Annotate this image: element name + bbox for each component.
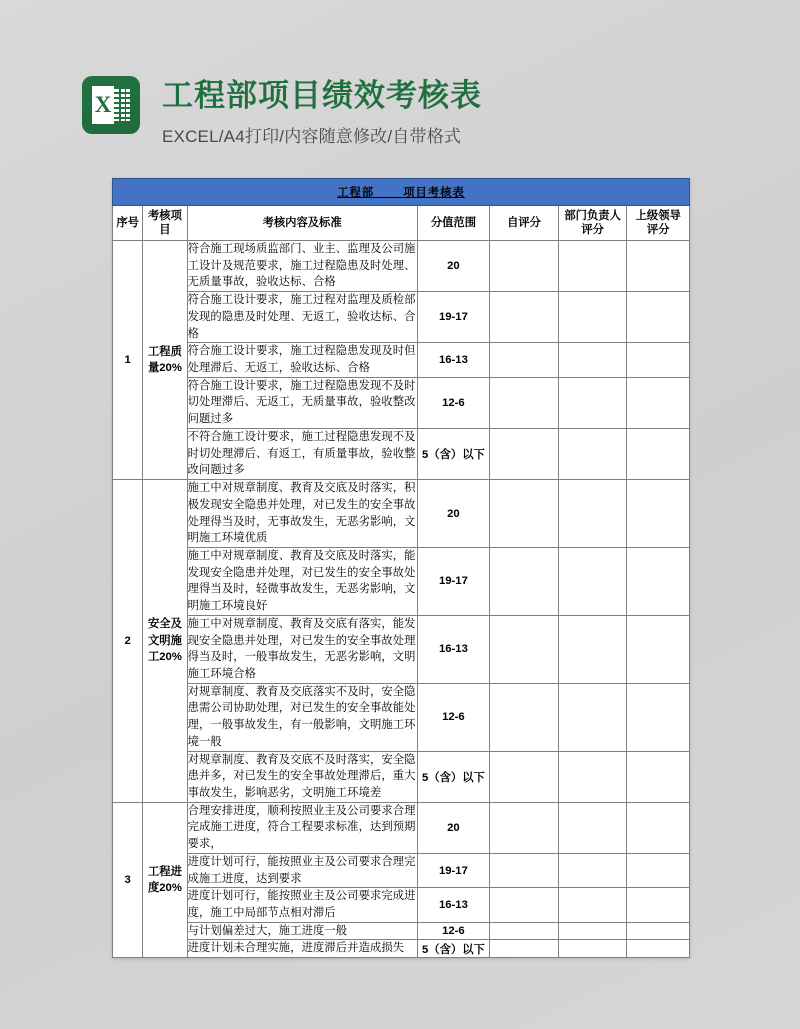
col-header-item-line2: 目 xyxy=(159,224,171,236)
row-boss-score-cell[interactable] xyxy=(627,940,690,958)
row-score-range: 12-6 xyxy=(417,377,490,428)
row-self-score-cell[interactable] xyxy=(490,241,559,292)
table-row xyxy=(113,888,690,922)
page-title: 工程部项目绩效考核表 xyxy=(162,78,482,113)
row-boss-score-cell[interactable] xyxy=(627,615,690,683)
row-content: 符合施工设计要求，施工过程隐患发现不及时切处理滞后、无返工，无质量事故，验收整改问题过多 xyxy=(187,377,417,428)
row-score-range: 20 xyxy=(417,480,490,548)
row-boss-score-cell[interactable] xyxy=(627,428,690,479)
table-row xyxy=(113,853,690,887)
row-item-line2: 度20% xyxy=(147,881,182,894)
row-self-score-cell[interactable] xyxy=(490,480,559,548)
row-content: 对规章制度、教育及交底落实不及时，安全隐患需公司协助处理，对已发生的安全事故能处理，一般事故发生，有一般影响，文明施工环境一般 xyxy=(187,683,417,751)
row-dept-score-cell[interactable] xyxy=(558,377,627,428)
assessment-sheet xyxy=(112,178,690,958)
row-content: 进度计划可行，能按照业主及公司要求完成进度，施工中局部节点相对滞后 xyxy=(187,888,417,922)
row-dept-score-cell[interactable] xyxy=(558,292,627,343)
row-dept-score-cell[interactable] xyxy=(558,615,627,683)
row-score-range: 20 xyxy=(417,802,490,853)
row-item-line1: 工程质 xyxy=(147,345,182,358)
row-content: 施工中对规章制度、教育及交底及时落实，能发现安全隐患并处理，对已发生的安全事故处理得当及时，轻微事故发生，无恶劣影响，文明施工环境良好 xyxy=(187,547,417,615)
col-header-score-range: 分值范围 xyxy=(417,206,490,241)
row-dept-score-cell[interactable] xyxy=(558,343,627,377)
row-score-range: 12-6 xyxy=(417,922,490,940)
row-self-score-cell[interactable] xyxy=(490,940,559,958)
row-content: 符合施工设计要求，施工过程隐患发现及时但处理滞后、无返工，验收达标、合格 xyxy=(187,343,417,377)
page-header xyxy=(82,76,482,147)
table-row xyxy=(113,428,690,479)
col-header-dept-line2: 评分 xyxy=(581,224,604,236)
row-boss-score-cell[interactable] xyxy=(627,802,690,853)
row-content: 与计划偏差过大，施工进度一般 xyxy=(187,922,417,940)
row-dept-score-cell[interactable] xyxy=(558,922,627,940)
col-header-dept-score xyxy=(558,206,627,241)
row-content: 进度计划未合理实施，进度滞后并造成损失 xyxy=(187,940,417,958)
row-score-range: 5（含）以下 xyxy=(417,940,490,958)
table-row xyxy=(113,940,690,958)
col-header-self-score: 自评分 xyxy=(490,206,559,241)
assessment-table-body xyxy=(113,179,690,958)
row-index: 3 xyxy=(113,802,143,957)
table-row xyxy=(113,802,690,853)
row-score-range: 5（含）以下 xyxy=(417,751,490,802)
table-row xyxy=(113,922,690,940)
row-dept-score-cell[interactable] xyxy=(558,428,627,479)
row-item-line2: 文明施 xyxy=(147,634,182,647)
col-header-boss-score xyxy=(627,206,690,241)
row-self-score-cell[interactable] xyxy=(490,343,559,377)
row-boss-score-cell[interactable] xyxy=(627,888,690,922)
table-row xyxy=(113,343,690,377)
header-text-block xyxy=(162,76,482,147)
row-boss-score-cell[interactable] xyxy=(627,292,690,343)
row-dept-score-cell[interactable] xyxy=(558,683,627,751)
row-content: 对规章制度、教育及交底不及时落实，安全隐患并多，对已发生的安全事故处理滞后，重大事故发生，影响恶劣，文明施工环境差 xyxy=(187,751,417,802)
row-item-line2: 量20% xyxy=(147,362,182,375)
table-row xyxy=(113,377,690,428)
row-index: 2 xyxy=(113,480,143,803)
row-score-range: 16-13 xyxy=(417,343,490,377)
assessment-table xyxy=(112,178,690,958)
row-dept-score-cell[interactable] xyxy=(558,241,627,292)
row-item-name xyxy=(143,802,187,957)
row-dept-score-cell[interactable] xyxy=(558,888,627,922)
row-self-score-cell[interactable] xyxy=(490,751,559,802)
row-dept-score-cell[interactable] xyxy=(558,940,627,958)
row-score-range: 19-17 xyxy=(417,853,490,887)
table-header-row xyxy=(113,206,690,241)
row-self-score-cell[interactable] xyxy=(490,377,559,428)
row-content: 施工中对规章制度、教育及交底及时落实，积极发现安全隐患并处理，对已发生的安全事故处理得当及时，无事故发生，无恶劣影响，文明施工环境优质 xyxy=(187,480,417,548)
col-header-boss-line2: 评分 xyxy=(646,224,670,236)
row-item-line1: 安全及 xyxy=(147,618,182,631)
row-content: 施工中对规章制度、教育及交底有落实，能发现安全隐患并处理，对已发生的安全事故处理得当及时，一般事故发生，无恶劣影响，文明施工环境合格 xyxy=(187,615,417,683)
row-boss-score-cell[interactable] xyxy=(627,547,690,615)
row-content: 进度计划可行，能按照业主及公司要求合理完成施工进度，达到要求 xyxy=(187,853,417,887)
row-dept-score-cell[interactable] xyxy=(558,480,627,548)
row-score-range: 20 xyxy=(417,241,490,292)
row-item-line3: 工20% xyxy=(147,651,182,664)
row-self-score-cell[interactable] xyxy=(490,292,559,343)
row-item-line1: 工程进 xyxy=(147,865,182,878)
row-content: 符合施工现场质监部门、业主、监理及公司施工设计及规范要求，施工过程隐患及时处理、无质量事故，验收达标、合格 xyxy=(187,241,417,292)
table-row xyxy=(113,615,690,683)
table-row xyxy=(113,547,690,615)
row-boss-score-cell[interactable] xyxy=(627,683,690,751)
table-row xyxy=(113,480,690,548)
row-self-score-cell[interactable] xyxy=(490,853,559,887)
col-header-index: 序号 xyxy=(113,206,143,241)
row-self-score-cell[interactable] xyxy=(490,683,559,751)
row-score-range: 16-13 xyxy=(417,888,490,922)
row-self-score-cell[interactable] xyxy=(490,615,559,683)
table-row xyxy=(113,241,690,292)
row-content: 不符合施工设计要求，施工过程隐患发现不及时切处理滞后、有返工，有质量事故，验收整改问题过多 xyxy=(187,428,417,479)
row-self-score-cell[interactable] xyxy=(490,428,559,479)
row-boss-score-cell[interactable] xyxy=(627,853,690,887)
excel-icon-letter: X xyxy=(94,92,112,117)
row-self-score-cell[interactable] xyxy=(490,922,559,940)
row-boss-score-cell[interactable] xyxy=(627,241,690,292)
row-dept-score-cell[interactable] xyxy=(558,802,627,853)
row-self-score-cell[interactable] xyxy=(490,888,559,922)
row-boss-score-cell[interactable] xyxy=(627,480,690,548)
col-header-boss-line1: 上级领导 xyxy=(635,209,681,222)
col-header-dept-line1: 部门负责人 xyxy=(564,209,621,222)
row-boss-score-cell[interactable] xyxy=(627,922,690,940)
page-bottom-fade xyxy=(0,973,800,1029)
row-dept-score-cell[interactable] xyxy=(558,547,627,615)
row-dept-score-cell[interactable] xyxy=(558,853,627,887)
col-header-item-line1: 考核项 xyxy=(147,209,182,222)
col-header-item xyxy=(143,206,187,241)
row-boss-score-cell[interactable] xyxy=(627,751,690,802)
row-boss-score-cell[interactable] xyxy=(627,377,690,428)
excel-file-icon xyxy=(82,76,140,134)
row-dept-score-cell[interactable] xyxy=(558,751,627,802)
row-boss-score-cell[interactable] xyxy=(627,343,690,377)
row-self-score-cell[interactable] xyxy=(490,802,559,853)
row-score-range: 5（含）以下 xyxy=(417,428,490,479)
row-content: 合理安排进度，顺利按照业主及公司要求合理完成施工进度，符合工程要求标准，达到预期要求， xyxy=(187,802,417,853)
table-row xyxy=(113,751,690,802)
table-banner-row xyxy=(113,179,690,206)
row-score-range: 16-13 xyxy=(417,615,490,683)
row-item-name xyxy=(143,480,187,803)
excel-icon-grid xyxy=(114,89,130,121)
col-header-content: 考核内容及标准 xyxy=(187,206,417,241)
table-row xyxy=(113,683,690,751)
sheet-banner: 工程部____项目考核表 xyxy=(113,179,690,206)
row-score-range: 19-17 xyxy=(417,547,490,615)
row-score-range: 19-17 xyxy=(417,292,490,343)
row-content: 符合施工设计要求，施工过程对监理及质检部发现的隐患及时处理、无返工，验收达标、合格 xyxy=(187,292,417,343)
row-self-score-cell[interactable] xyxy=(490,547,559,615)
row-item-name xyxy=(143,241,187,480)
page-subtitle: EXCEL/A4打印/内容随意修改/自带格式 xyxy=(162,126,462,146)
table-row xyxy=(113,292,690,343)
row-index: 1 xyxy=(113,241,143,480)
row-score-range: 12-6 xyxy=(417,683,490,751)
